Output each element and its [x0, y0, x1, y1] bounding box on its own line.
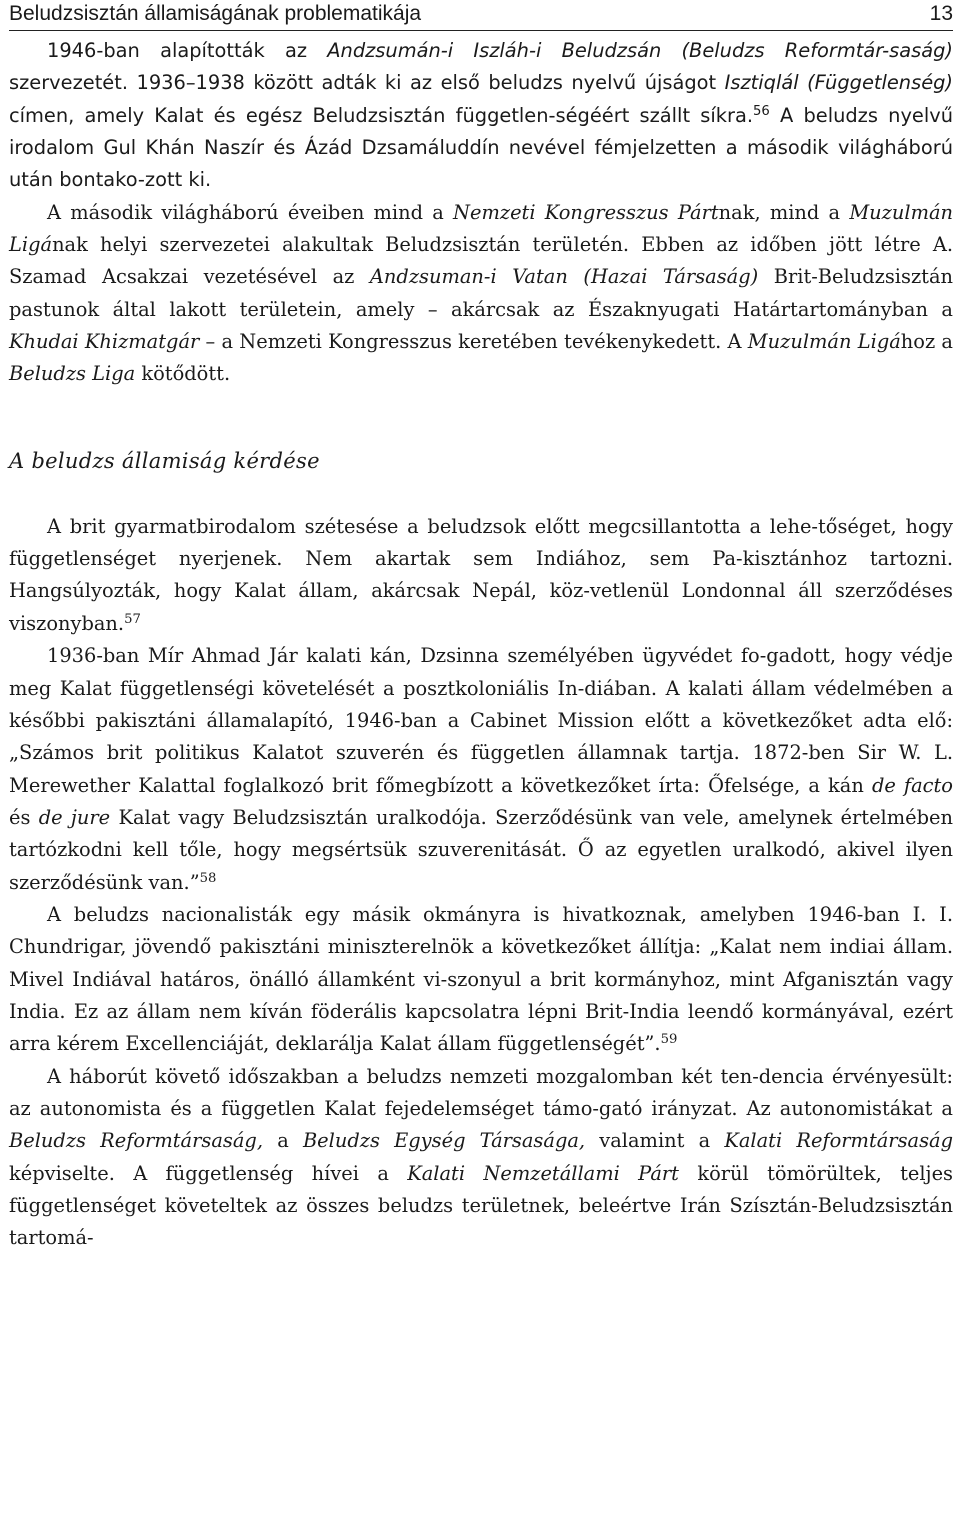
- italic-term: Beludzs Reformtársaság,: [9, 1129, 263, 1153]
- italic-term: Muzulmán Ligá: [9, 200, 954, 257]
- italic-term: Beludzs Liga: [9, 362, 136, 386]
- text-segment: nak, mind a: [718, 200, 850, 224]
- text-segment: 1936-ban Mír Ahmad Jár kalati kán, Dzsinna személyében ügyvédet fo-gadott, hogy védje meg Kalat függetlenségi követelését a posztkoloniális In-diában. A kalati állam védelmében a későbbi pakisztáni államalapító, 1946-ban a Cabinet Mission előtt a következőket adta elő: „Számos brit politikus Kalatot szuverén és független államnak tartja. 1872-ben Sir W. L. Merewether Kalattal foglalkozó brit főmegbízott a következőket írta: Őfelsége, a kán: [9, 644, 953, 797]
- italic-term: Kalati Reformtársaság: [724, 1129, 954, 1153]
- text-segment: Brit-Beludzsisztán pastunok által lakott területein, amely – akárcsak az Északnyugati Határtartományban a: [9, 265, 954, 321]
- text-segment: A második világháború éveiben mind a: [47, 200, 454, 224]
- paragraph: [9, 35, 953, 197]
- paragraph: [9, 640, 953, 899]
- italic-term: Khudai Khizmatgár: [9, 330, 200, 354]
- running-title: Beludzsisztán államiságának problematikája: [9, 2, 422, 25]
- footnote-ref: 56: [753, 103, 770, 119]
- text-segment: valamint a: [585, 1129, 725, 1153]
- text-segment: kötődött.: [135, 362, 231, 386]
- paragraph: [9, 899, 953, 1061]
- page-number: 13: [929, 2, 953, 25]
- paragraph: [9, 197, 953, 391]
- italic-term: de jure: [38, 805, 111, 829]
- text-segment: 1946-ban alapították az: [47, 39, 328, 62]
- body-text: [9, 35, 953, 1255]
- italic-term: Nemzeti Kongresszus Párt: [453, 200, 719, 224]
- running-header: [9, 0, 953, 31]
- italic-term: de facto: [871, 773, 953, 797]
- text-segment: nak helyi szervezetei alakultak Beludzsisztán területén. Ebben az időben jött létre A. Szamad Acsakzai vezetésével az: [9, 233, 953, 289]
- section-heading: A beludzs államiság kérdése: [9, 448, 320, 473]
- text-segment: hoz a: [900, 330, 953, 354]
- text-segment: és: [9, 805, 39, 829]
- text-segment: A beludzs nyelvű irodalom Gul Khán Naszír és Ázád Dzsamáluddín nevével fémjelzetten a második világháború után bontako-zott ki.: [9, 103, 954, 192]
- footnote-ref: 57: [124, 611, 141, 627]
- text-segment: A brit gyarmatbirodalom szétesése a beludzsok előtt megcsillantotta a lehe-tőséget, hogy függetlenséget nyerjenek. Nem akartak sem Indiához, sem Pa-kisztánhoz tartozni. Hangsúlyozták, hogy Kalat állam, akárcsak Nepál, köz-vetlenül Londonnal áll szerződéses viszonyban.: [9, 514, 953, 635]
- text-segment: körül tömörültek, teljes függetlenséget követeltek az összes beludzs területnek, beleértve Irán Szísztán-Beludzsisztán tartomá-: [9, 1161, 953, 1250]
- text-segment: címen, amely Kalat és egész Beludzsisztán független-ségéért szállt síkra.: [9, 103, 753, 127]
- paragraphs-after-heading: [9, 511, 953, 1255]
- paragraph: [9, 1061, 953, 1255]
- italic-term: Isztiqlál (Függetlenség): [724, 71, 953, 95]
- italic-term: Beludzs Egység Társasága,: [302, 1129, 586, 1153]
- footnote-ref: 59: [660, 1032, 678, 1048]
- footnote-ref: 58: [199, 870, 217, 886]
- text-segment: képviselte. A függetlenség hívei a: [9, 1161, 408, 1185]
- text-segment: – a Nemzeti Kongresszus keretében tevékenykedett. A: [199, 330, 748, 354]
- italic-term: Andzsuman-i Vatan (Hazai Társaság): [369, 265, 759, 289]
- italic-term: Kalati Nemzetállami Párt: [407, 1161, 679, 1185]
- text-segment: A háborút követő időszakban a beludzs nemzeti mozgalomban két ten-dencia érvényesült: az autonomista és a független Kalat fejedelemséget támo-gató irányzat. Az autonomistákat a: [9, 1064, 953, 1120]
- text-segment: szervezetét. 1936–1938 között adták ki az első beludzs nyelvű újságot: [9, 71, 725, 95]
- paragraphs-before-heading: [9, 35, 953, 391]
- italic-term: Muzulmán Ligá: [747, 330, 901, 354]
- italic-term: Andzsumán-i Iszláh-i Beludzsán (Beludzs Reformtár-saság): [327, 39, 953, 62]
- text-segment: a: [263, 1129, 303, 1153]
- paragraph: [9, 511, 953, 640]
- text-segment: Kalat vagy Beludzsisztán uralkodója. Szerződésünk van vele, amelynek értelmében tartózkodni kell tőle, hogy megsértsük szuverenitását. Ő az egyetlen uralkodó, akivel ilyen szerződésünk van.”: [9, 805, 953, 894]
- text-segment: A beludzs nacionalisták egy másik okmányra is hivatkoznak, amelyben 1946-ban I. I. Chundrigar, jövendő pakisztáni miniszterelnök a következőket állítja: „Kalat nem indiai állam. Mivel Indiával határos, önálló államként vi-szonyul a brit kormányhoz, mint Afganisztán vagy India. Ez az állam nem kíván föderális kapcsolatra lépni Brit-India leendő kormányával, ezért arra kérem Excellenciáját, deklarálja Kalat állam függetlenségét”.: [9, 902, 953, 1056]
